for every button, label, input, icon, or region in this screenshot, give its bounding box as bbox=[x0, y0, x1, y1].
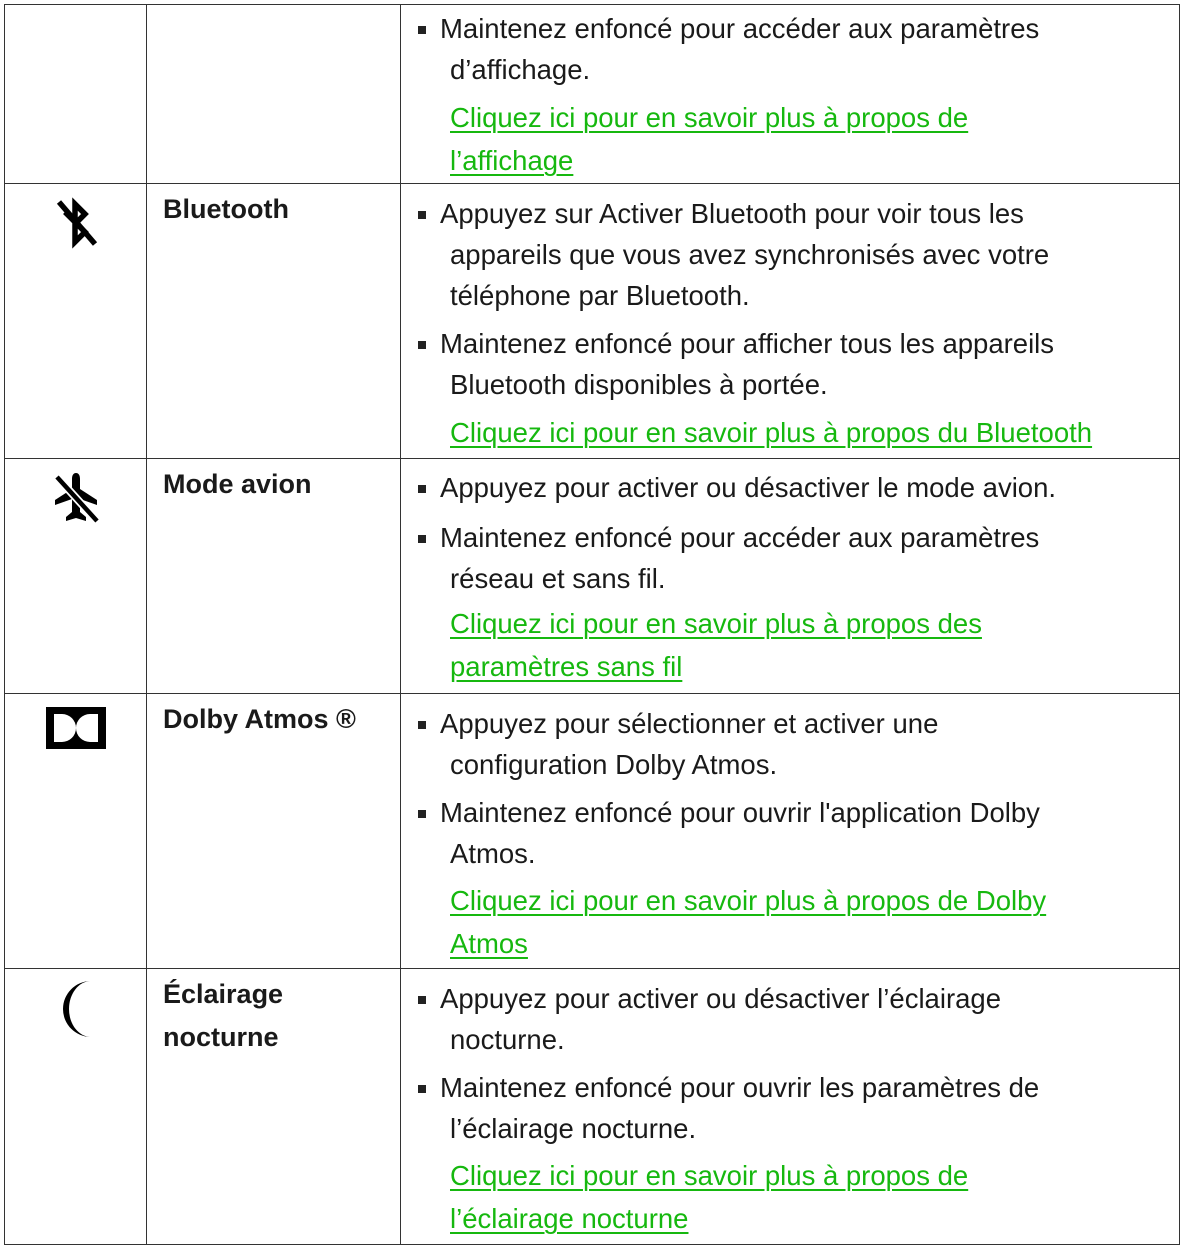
feature-name: Bluetooth bbox=[163, 194, 289, 224]
quick-settings-table bbox=[4, 4, 1180, 1245]
name-cell-empty bbox=[147, 5, 401, 184]
feature-name: Mode avion bbox=[163, 469, 312, 499]
name-cell bbox=[147, 184, 401, 459]
name-cell bbox=[147, 969, 401, 1245]
table-row-night-light bbox=[5, 969, 1180, 1245]
bullet-item: Appuyez pour activer ou désactiver l’éclairage nocturne. bbox=[415, 978, 1173, 1060]
description-cell bbox=[401, 459, 1180, 694]
description-cell bbox=[401, 5, 1180, 184]
table-row-airplane bbox=[5, 459, 1180, 694]
table-row-dolby bbox=[5, 694, 1180, 969]
icon-cell-empty bbox=[5, 5, 147, 184]
learn-more-display-link[interactable]: Cliquez ici pour en savoir plus à propos de l’affichage bbox=[450, 102, 969, 176]
icon-cell bbox=[5, 459, 147, 694]
name-cell bbox=[147, 694, 401, 969]
feature-name: Dolby Atmos ® bbox=[163, 704, 356, 734]
learn-more-bluetooth-link[interactable]: Cliquez ici pour en savoir plus à propos du Bluetooth bbox=[450, 417, 1093, 448]
bluetooth-disabled-icon bbox=[51, 194, 101, 254]
bullet-item: Maintenez enfoncé pour afficher tous les appareils Bluetooth disponibles à portée. bbox=[415, 323, 1173, 405]
name-cell bbox=[147, 459, 401, 694]
learn-more-dolby-link[interactable]: Cliquez ici pour en savoir plus à propos de Dolby Atmos bbox=[450, 885, 1047, 959]
bullet-item: Appuyez pour activer ou désactiver le mode avion. bbox=[415, 467, 1173, 508]
bullet-item: Appuyez pour sélectionner et activer une configuration Dolby Atmos. bbox=[415, 703, 1173, 785]
learn-more-wireless-link[interactable]: Cliquez ici pour en savoir plus à propos des paramètres sans fil bbox=[450, 608, 982, 682]
table-row-bluetooth bbox=[5, 184, 1180, 459]
description-cell bbox=[401, 694, 1180, 969]
icon-cell bbox=[5, 969, 147, 1245]
moon-icon bbox=[51, 977, 101, 1041]
bullet-item: Maintenez enfoncé pour accéder aux paramètres d’affichage. bbox=[415, 8, 1173, 90]
dolby-icon bbox=[44, 705, 108, 751]
table-row-display bbox=[5, 5, 1180, 184]
bullet-item: Maintenez enfoncé pour ouvrir les paramètres de l’éclairage nocturne. bbox=[415, 1067, 1173, 1149]
icon-cell bbox=[5, 694, 147, 969]
icon-cell bbox=[5, 184, 147, 459]
learn-more-night-light-link[interactable]: Cliquez ici pour en savoir plus à propos de l’éclairage nocturne bbox=[450, 1160, 969, 1234]
feature-name: Éclairage nocturne bbox=[163, 979, 284, 1052]
airplane-mode-off-icon bbox=[49, 467, 103, 527]
description-cell bbox=[401, 184, 1180, 459]
bullet-item: Maintenez enfoncé pour accéder aux paramètres réseau et sans fil. bbox=[415, 517, 1173, 599]
bullet-item: Appuyez sur Activer Bluetooth pour voir tous les appareils que vous avez synchronisés avec votre téléphone par Bluetooth. bbox=[415, 193, 1173, 316]
description-cell bbox=[401, 969, 1180, 1245]
bullet-item: Maintenez enfoncé pour ouvrir l'application Dolby Atmos. bbox=[415, 792, 1173, 874]
